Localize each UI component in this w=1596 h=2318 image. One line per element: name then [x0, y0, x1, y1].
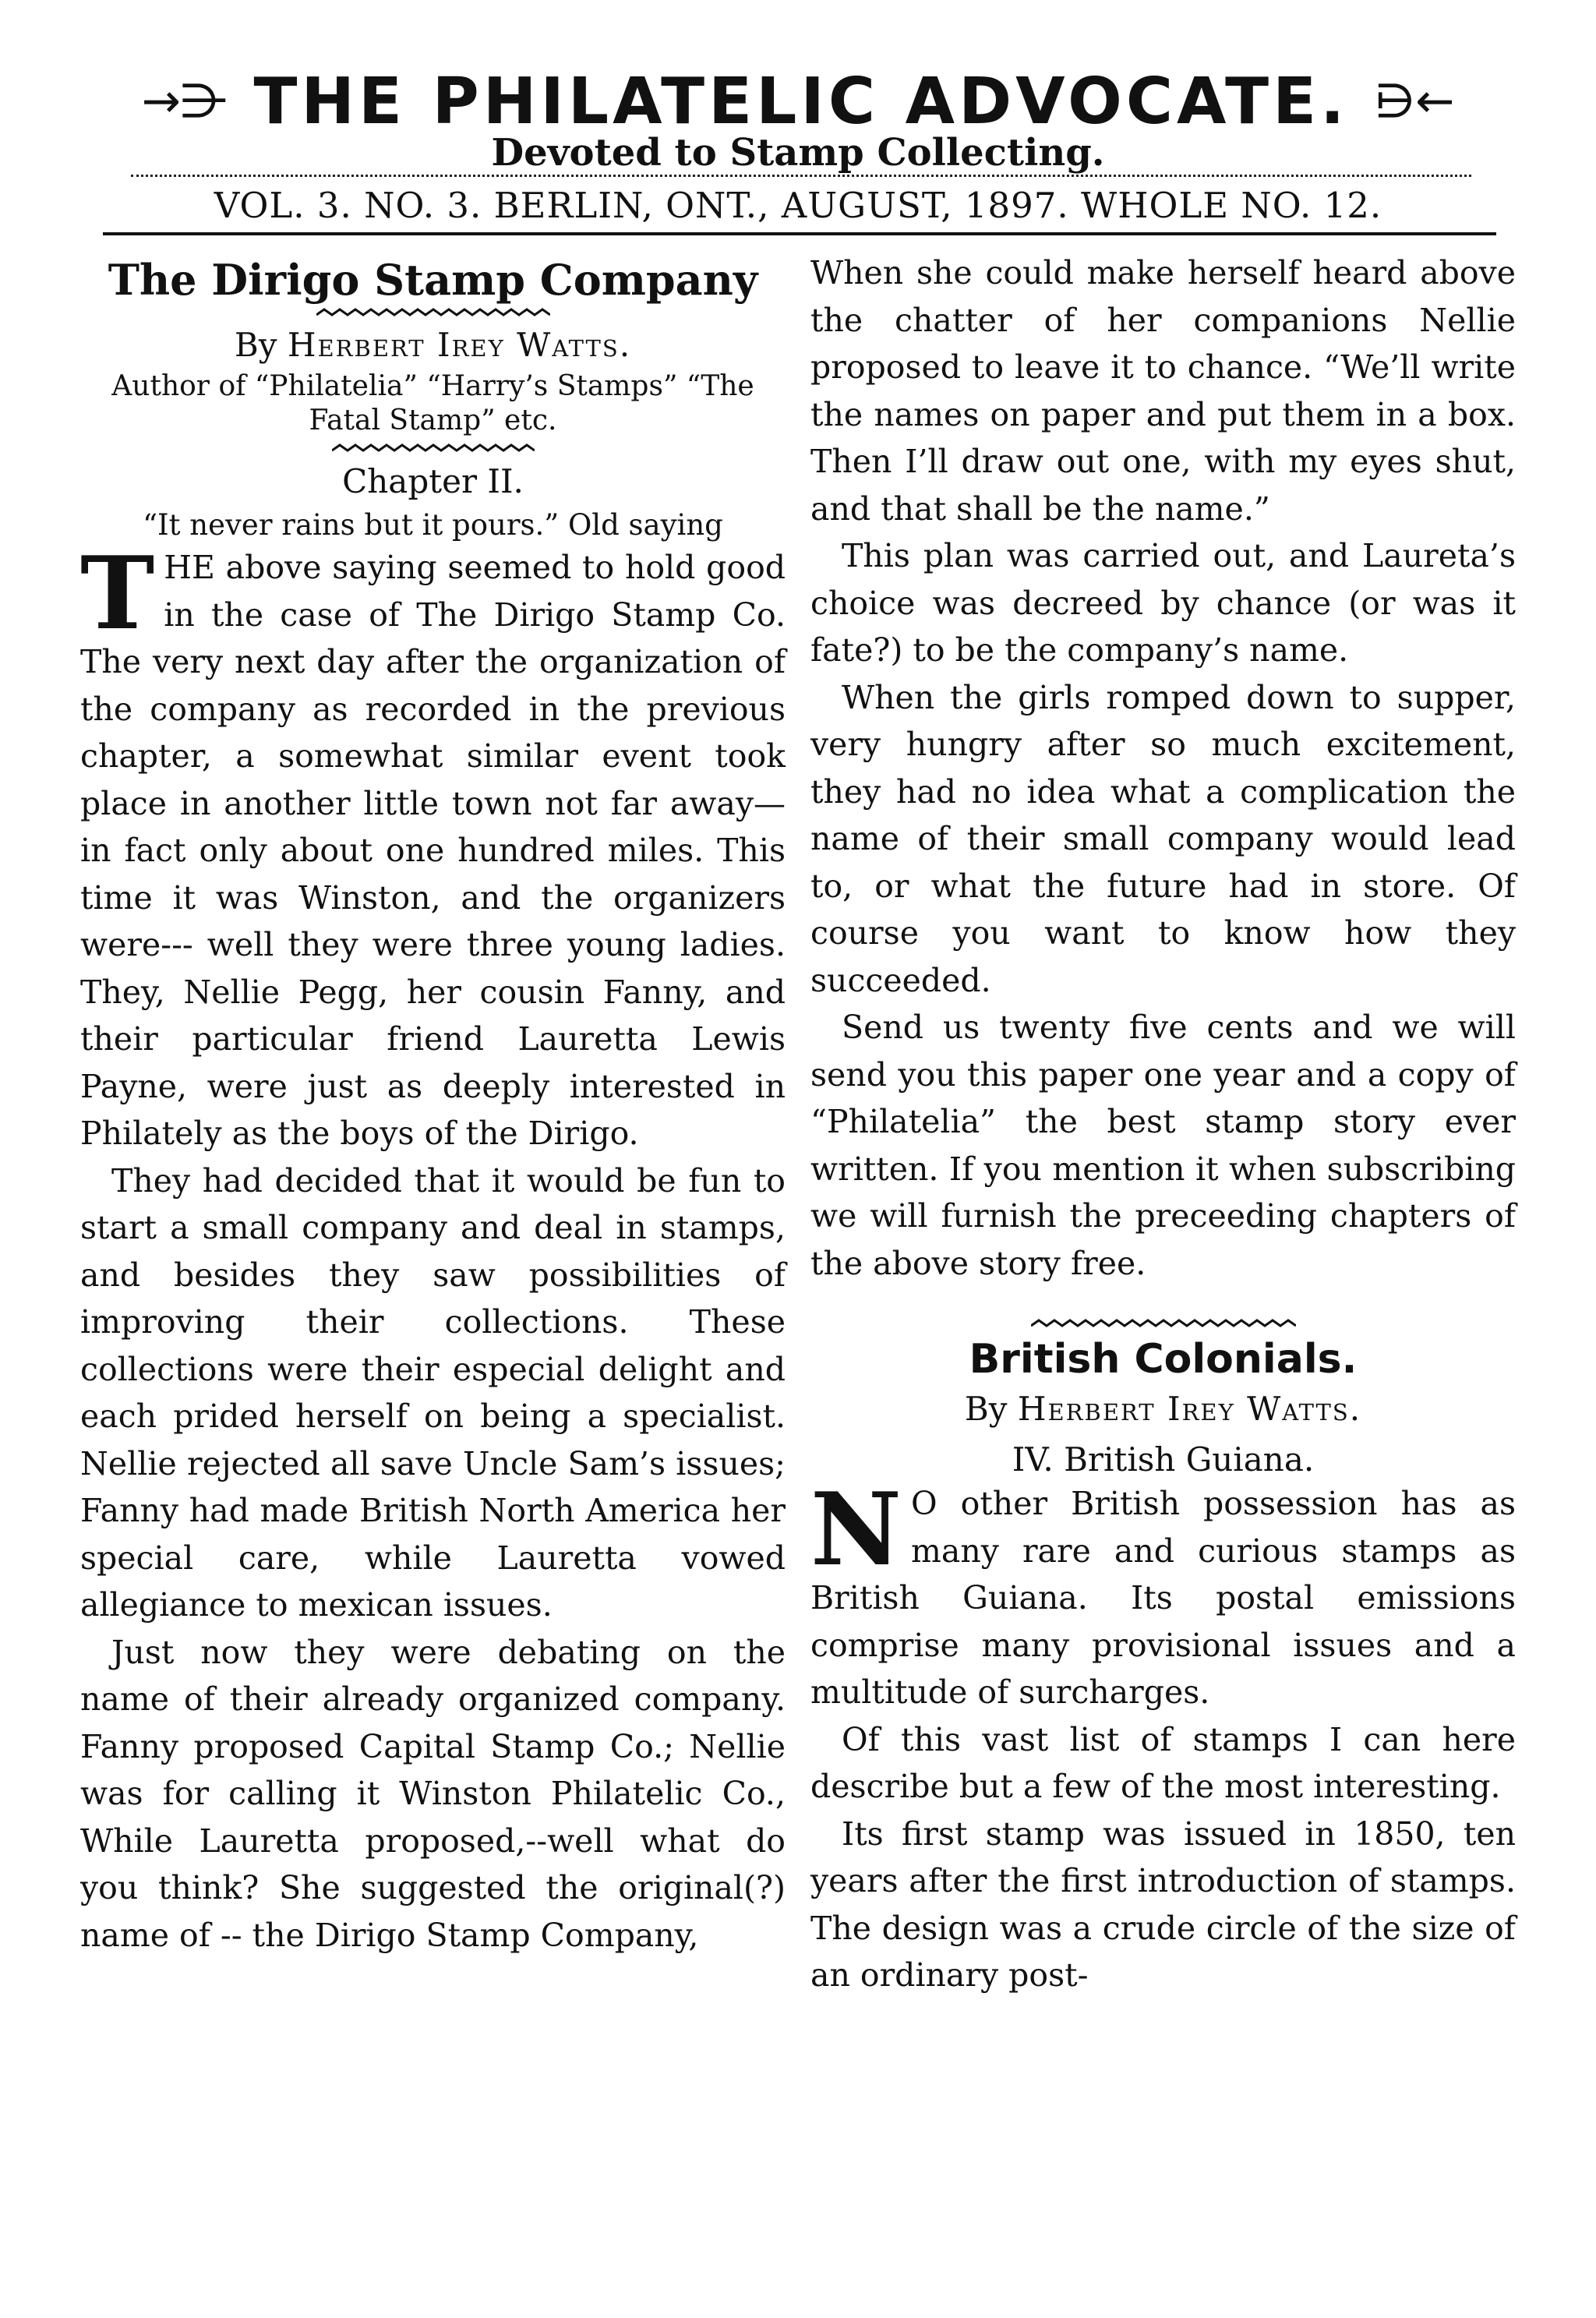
- epigraph: “It never rains but it pours.” Old saying: [143, 508, 723, 542]
- story-paragraph-continued: When she could make herself heard above the chatter of her companions Nellie proposed to leave it to chance. “We’ll write the names on paper and put them in a box. Then I’ll draw out one, with my eyes shut, and that shall be the name.”: [810, 254, 1516, 528]
- story-paragraph: They had decided that it would be fun to start a small company and deal in stamps, and besides they saw possibilities of improving their collections. These collections were their especial delight and each prided herself on being a specialist. Nellie rejected all save Uncle Sam’s issues; Fanny had made British North America her special care, while Lauretta vowed allegiance to mexican issues.: [80, 1161, 786, 1624]
- story-paragraph: When the girls romped down to supper, very hungry after so much excitement, they had no idea what a complication the name of their small company would lead to, or what the future had in store. Of course you want to know how they succeeded.: [810, 678, 1516, 999]
- left-column: [80, 249, 786, 1959]
- story-paragraph: Just now they were debating on the name of their already organized company. Fanny proposed Capital Stamp Co.; Nellie was for calling it Winston Philatelic Co., While Lauretta proposed,--well what do you think? She suggested the original(?) name of -- the Dirigo Stamp Company,: [80, 1633, 786, 1954]
- newspaper-title: THE PHILATELIC ADVOCATE.: [253, 65, 1349, 139]
- issue-line: VOL. 3. NO. 3. BERLIN, ONT., AUGUST, 1897. WHOLE NO. 12.: [214, 185, 1382, 226]
- author-note: Author of “Philatelia” “Harry’s Stamps” “The Fatal Stamp” etc.: [111, 370, 754, 436]
- header-rule: [103, 232, 1496, 235]
- right-arrow-ornament-icon: ⋻←: [1374, 74, 1455, 129]
- byline-author: Herbert Irey Watts.: [287, 326, 632, 364]
- story-paragraph: This plan was carried out, and Laureta’s choice was decreed by chance (or was it fate?) to be the company’s name.: [810, 537, 1516, 669]
- left-arrow-ornament-icon: →⋺: [141, 74, 228, 129]
- wavy-divider-icon: [316, 307, 550, 318]
- story-title: The Dirigo Stamp Company: [108, 255, 758, 305]
- byline-prefix: By: [234, 326, 277, 364]
- right-column: [810, 249, 1516, 1999]
- drop-cap: N: [810, 1472, 902, 1588]
- paragraph-text: O other British possession has as many rare and curious stamps as British Guiana. Its postal emissions comprise many provisional issues and a multitude of surcharges.: [810, 1485, 1516, 1711]
- article-paragraph: [810, 1472, 1516, 1716]
- dotted-divider: [131, 175, 1471, 177]
- paragraph-text: HE above saying seemed to hold good in the case of The Dirigo Stamp Co. The very next day after the organization of the company as recorded in the previous chapter, a somewhat similar event took place in another little town not far away—in fact only about one hundred miles. This time it was Winston, and the organizers were--- well they were three young ladies. They, Nellie Pegg, her cousin Fanny, and their particular friend Lauretta Lewis Payne, were just as deeply interested in Philately as the boys of the Dirigo.: [80, 549, 786, 1152]
- drop-cap: T: [80, 535, 155, 652]
- article-paragraph: Of this vast list of stamps I can here describe but a few of the most interesting.: [810, 1720, 1516, 1805]
- chapter-heading: Chapter II.: [342, 462, 524, 500]
- tagline: Devoted to Stamp Collecting.: [491, 131, 1105, 175]
- article-paragraph: Its first stamp was issued in 1850, ten years after the first introduction of stamps. The design was a crude circle of the size of an ordinary post-: [810, 1814, 1516, 1994]
- wavy-divider-icon: [1031, 1318, 1296, 1329]
- article-title: British Colonials.: [969, 1336, 1358, 1383]
- subscription-notice: Send us twenty five cents and we will send you this paper one year and a copy of “Philatelia” the best stamp story ever written. If you mention it when subscribing we will furnish the preceeding chapters of the above story free.: [810, 1009, 1516, 1282]
- wavy-divider-icon: [332, 443, 535, 454]
- article-byline: [810, 1387, 1516, 1432]
- article-subtitle: IV. British Guiana.: [1012, 1440, 1315, 1479]
- byline-prefix: By: [964, 1390, 1008, 1428]
- story-paragraph: [80, 535, 786, 1157]
- story-byline: [80, 323, 786, 368]
- byline-author: Herbert Irey Watts.: [1017, 1390, 1362, 1428]
